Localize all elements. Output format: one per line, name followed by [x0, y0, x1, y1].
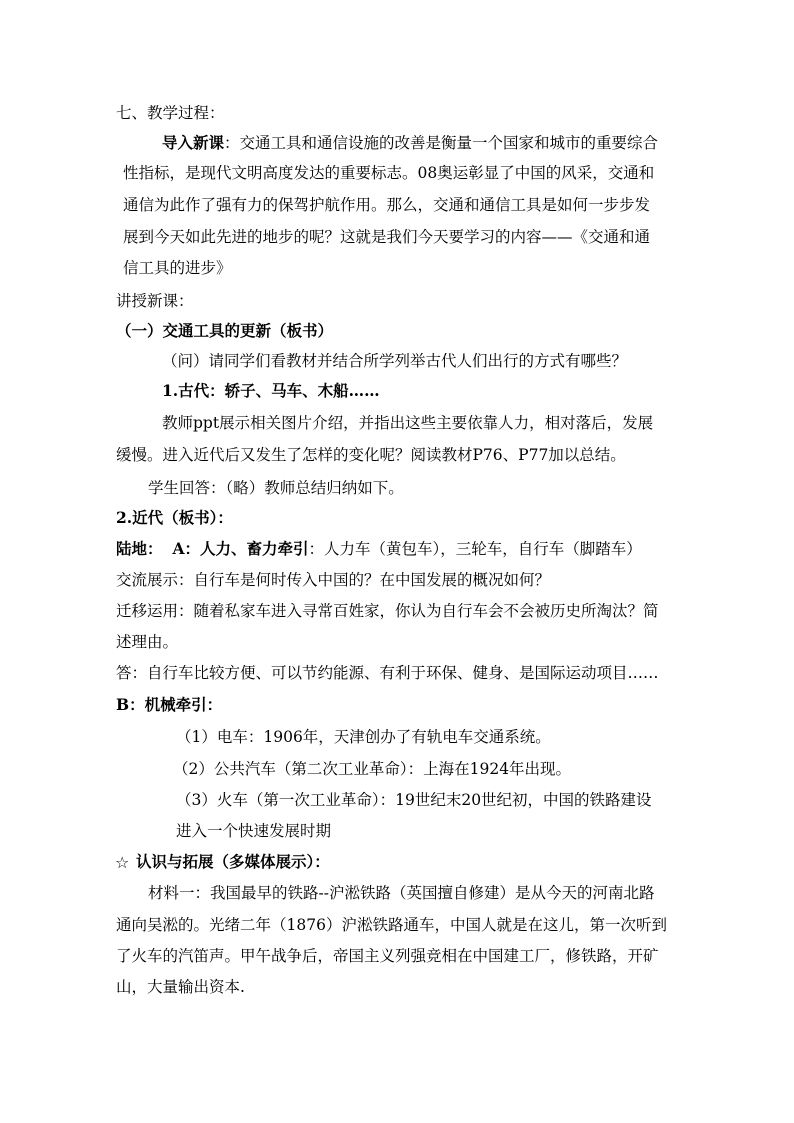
teacher-line-2: 缓慢。进入近代后又发生了怎样的变化呢？阅读教材P76、P77加以总结。: [116, 446, 626, 464]
extension-heading: 认识与拓展（多媒体展示）：: [136, 852, 330, 871]
material-line-3: 了火车的汽笛声。甲午战争后，帝国主义列强竞相在中国建工厂，修铁路，开矿: [116, 947, 659, 965]
transfer-line-1: 迁移运用：随着私家车进入寻常百姓家，你认为自行车会不会被历史所淘汰？简: [116, 602, 659, 620]
answer-line: 答：自行车比较方便、可以节约能源、有利于环保、健身、是国际运动项目……: [116, 664, 659, 682]
intro-line-1: [0, 133, 794, 153]
land-a-label: A：人力、畜力牵引: [172, 539, 309, 558]
item-train-1: （3）火车（第一次工业革命）：19世纪末20世纪初，中国的铁路建设: [176, 791, 652, 809]
b-heading: B：机械牵引：: [116, 695, 223, 714]
intro-line-3: 通信为此作了强有力的保驾护航作用。那么，交通和通信工具是如何一步步发: [123, 196, 651, 214]
intro-label: 导入新课: [162, 133, 225, 152]
section-heading: 七、教学过程：: [116, 104, 225, 122]
item-tram: （1）电车：1906年，天津创办了有轨电车交通系统。: [176, 728, 551, 746]
material-line-2: 通向吴淞的。光绪二年（1876）沪淞铁路通车，中国人就是在这儿，第一次听到: [116, 916, 667, 934]
student-answer: 学生回答：（略）教师总结归纳如下。: [148, 479, 404, 497]
material-line-4: 山，大量输出资本.: [116, 978, 245, 996]
land-line: [0, 539, 794, 559]
land-a-text: ：人力车（黄包车），三轮车，自行车（脚踏车）: [308, 540, 642, 558]
exchange-line: 交流展示：自行车是何时传入中国的？在中国发展的概况如何？: [116, 571, 551, 589]
star-icon: ☆: [115, 853, 130, 872]
transfer-line-2: 述理由。: [116, 633, 179, 651]
intro-text-1: ：交通工具和通信设施的改善是衡量一个国家和城市的重要综合: [224, 134, 659, 152]
material-line-1: 材料一：我国最早的铁路--沪淞铁路（英国擅自修建）是从今天的河南北路: [148, 884, 655, 902]
item-bus: （2）公共汽车（第二次工业革命）：上海在1924年出现。: [173, 760, 572, 778]
intro-line-2: 性指标，是现代文明高度发达的重要标志。08奥运彰显了中国的风采，交通和: [123, 164, 655, 182]
item-train-2: 进入一个快速发展时期: [176, 822, 332, 840]
land-label: 陆地：: [116, 539, 163, 558]
intro-line-5: 信工具的进步》: [123, 259, 232, 277]
teacher-line-1: 教师ppt展示相关图片介绍，并指出这些主要依靠人力，相对落后，发展: [162, 414, 654, 432]
intro-line-4: 展到今天如此先进的地步的呢？这就是我们今天要学习的内容——《交通和通: [123, 228, 651, 246]
modern-heading: 2.近代（板书）：: [116, 508, 233, 527]
part1-heading: （一）交通工具的更新（板书）: [116, 321, 334, 340]
lecture-label: 讲授新课：: [116, 292, 194, 310]
ancient-line: 1.古代：轿子、马车、木船……: [162, 381, 380, 400]
question-line: （问）请同学们看教材并结合所学列举古代人们出行的方式有哪些？: [162, 352, 628, 370]
